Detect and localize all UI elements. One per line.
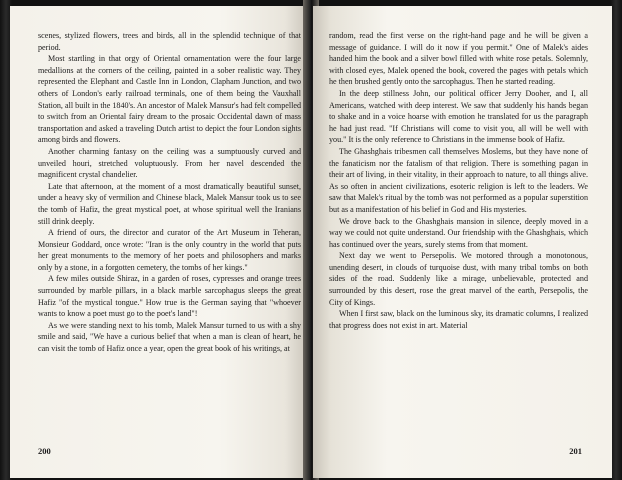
left-paragraph: A few miles outside Shiraz, in a garden of roses, cypresses and orange trees surrounded by marble pillars, in a black marble sarcophagus sleeps the great Hafiz "of the mystical tongue." How true is the German saying that "whoever wants to know a poet must go to the poet's land"! [38, 274, 301, 319]
page-number-right: 201 [569, 446, 582, 456]
right-paragraph: random, read the first verse on the right-hand page and he will be given a message of guidance. I will do it now if you permit." One of Malek's aides handed him the book and a silver bowl filled with white rose petals. Solemnly, with closed eyes, Malek opened the book, covered the pages with petals which he then brushed gently onto the sarcophagus. Then he started reading. [329, 31, 588, 87]
right-page [313, 6, 612, 478]
right-paragraph: We drove back to the Ghashghais mansion in silence, deeply moved in a way we could not quite understand. Our friendship with the Ghashghais, which has continued over the years, surely stems from that moment. [329, 216, 588, 249]
left-paragraph: A friend of ours, the director and curator of the Art Museum in Teheran, Monsieur Goddard, once wrote: "Iran is the only country in the world that puts her great monuments to the memory of her poets and philosophers and marks only by a stone, in a forgotten cemetery, the tombs of her kings." [38, 228, 301, 272]
right-paragraph: In the deep stillness John, our political officer Jerry Dooher, and I, all Americans, watched with deep interest. We saw that suddenly his hands began to shake and in a voice hoarse with emotion he translated for us the paragraph he had just read. "If Christians will come to visit you, all will be well with you." It is the only reference to Christians in the immense book of Hafiz. [329, 88, 588, 145]
right-paragraph: The Ghashghais tribesmen call themselves Moslems, but they have none of the fanaticism nor the fatalism of that religion. There is something pagan in their art of living, in their vitality, in their approach to nature, to all things alive. As so often in ancient civilizations, esoteric religion is left to the leaders. We saw that Malek's ritual by the tomb was not performed as a popular superstition but as a manifestation of his belief in God and His mysteries. [329, 146, 588, 214]
left-paragraph: Another charming fantasy on the ceiling was a sumptuously curved and unveiled houri, stretched voluptuously. From her navel descended the magnificent crystal chandelier. [38, 146, 301, 180]
left-paragraph: Late that afternoon, at the moment of a most dramatically beautiful sunset, under a heavy sky of vermilion and Chinese black, Malek Mansur took us to see the tomb of Hafiz, the great mystical poet, at whose spiritual well the Iranians still drink deeply. [38, 181, 301, 226]
left-page [10, 6, 309, 478]
left-paragraph: As we were standing next to his tomb, Malek Mansur turned to us with a shy smile and said, "We have a curious belief that when a man is clean of heart, he can visit the tomb of Hafiz once a year, open the great book of his writings, at [38, 320, 301, 354]
left-paragraph: Most startling in that orgy of Oriental ornamentation were the four large medallions at the corners of the ceiling, painted in a sober realistic way. They represented the Elephant and Castle Inn in London, Clapham Junction, and two others of London's early railroad terminals, one of them being the Vauxhall Station, all built in the 1840's. An ancestor of Malek Mansur's had felt compelled to switch from an Oriental fairy dream to the prosaic Occidental dawn of mass transportation and asked a traveling Dutch artist to depict the four London sights among birds and flowers. [38, 54, 301, 145]
left-paragraph: scenes, stylized flowers, trees and birds, all in the splendid technique of that period. [38, 31, 301, 52]
right-paragraph: When I first saw, black on the luminous sky, its dramatic columns, I realized that progress does not exist in art. Material [329, 309, 588, 330]
page-number-left: 200 [38, 446, 51, 456]
right-paragraph: Next day we went to Persepolis. We motored through a monotonous, unending desert, in clouds of turquoise dust, with many tribal tombs on both sides of the road. Suddenly like a mirage, unbelievable, protected and surrounded by this desert, rose the great marvel of the earth, Persepolis, the City of Kings. [329, 251, 588, 307]
